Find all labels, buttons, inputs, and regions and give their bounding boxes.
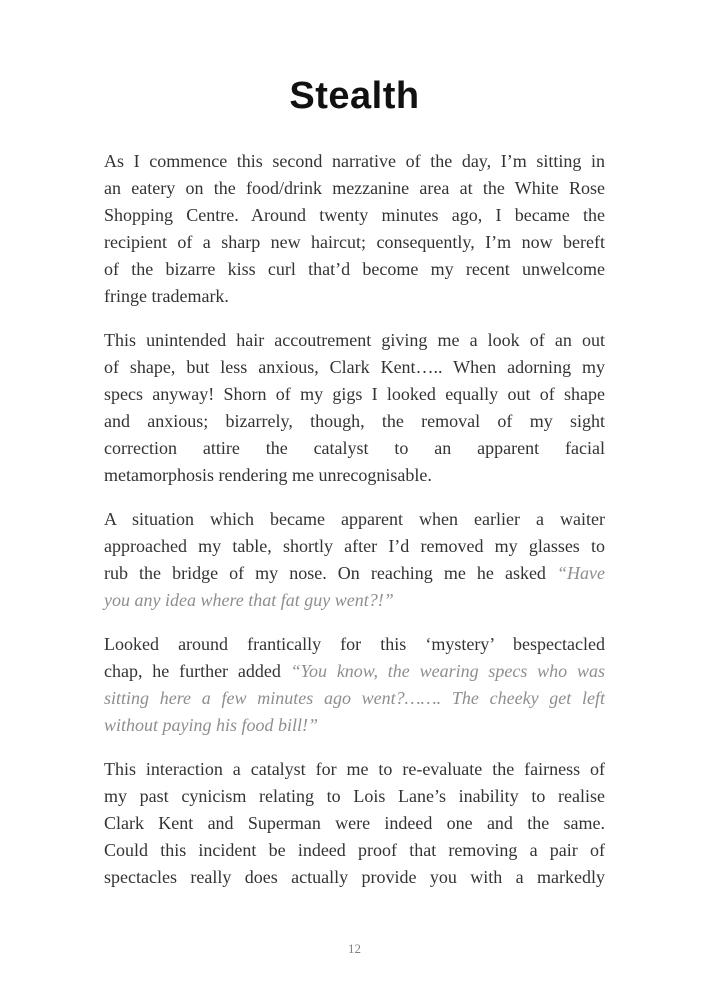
body-text: specs anyway! Shorn of my gigs I looked equally out of shape — [104, 384, 605, 404]
text-line — [104, 631, 605, 658]
text-line — [104, 202, 605, 229]
quoted-speech: sitting here a few minutes ago went?……. The cheeky get left — [104, 688, 605, 708]
body-text: of the bizarre kiss curl that’d become my recent unwelcome — [104, 259, 605, 279]
text-line — [104, 327, 605, 354]
text-line — [104, 685, 605, 712]
body-text: chap, he further added — [104, 661, 291, 681]
text-line — [104, 256, 605, 283]
text-line — [104, 175, 605, 202]
text-line — [104, 864, 605, 891]
body-text: rub the bridge of my nose. On reaching me he asked — [104, 563, 557, 583]
page-title: Stealth — [289, 75, 420, 117]
text-line — [104, 658, 605, 685]
text-line — [104, 783, 605, 810]
text-line — [104, 560, 605, 587]
body-text: correction attire the catalyst to an apparent facial — [104, 438, 605, 458]
text-line — [104, 462, 605, 489]
text-line — [104, 587, 605, 614]
text-line — [104, 756, 605, 783]
page-body — [104, 148, 605, 891]
body-text: an eatery on the food/drink mezzanine area at the White Rose — [104, 178, 605, 198]
paragraph — [104, 756, 605, 891]
page-footer — [0, 940, 709, 958]
quoted-speech: you any idea where that fat guy went?!” — [104, 590, 394, 610]
body-text: A situation which became apparent when earlier a waiter — [104, 509, 605, 529]
body-text: This unintended hair accoutrement giving me a look of an out — [104, 330, 605, 350]
body-text: and anxious; bizarrely, though, the removal of my sight — [104, 411, 605, 431]
quoted-speech: without paying his food bill!” — [104, 715, 319, 735]
body-text: As I commence this second narrative of the day, I’m sitting in — [104, 151, 605, 171]
quoted-speech: “Have — [557, 563, 605, 583]
text-line — [104, 283, 605, 310]
text-line — [104, 506, 605, 533]
body-text: recipient of a sharp new haircut; consequently, I’m now bereft — [104, 232, 605, 252]
body-text: Could this incident be indeed proof that removing a pair of — [104, 840, 605, 860]
body-text: fringe trademark. — [104, 286, 229, 306]
paragraph — [104, 631, 605, 739]
text-line — [104, 229, 605, 256]
text-line — [104, 533, 605, 560]
body-text: Shopping Centre. Around twenty minutes ago, I became the — [104, 205, 605, 225]
text-line — [104, 354, 605, 381]
body-text: spectacles really does actually provide you with a markedly — [104, 867, 605, 887]
body-text: metamorphosis rendering me unrecognisable. — [104, 465, 432, 485]
text-line — [104, 381, 605, 408]
paragraph — [104, 148, 605, 310]
body-text: approached my table, shortly after I’d removed my glasses to — [104, 536, 605, 556]
text-line — [104, 408, 605, 435]
page-number: 12 — [348, 941, 361, 956]
body-text: This interaction a catalyst for me to re-evaluate the fairness of — [104, 759, 605, 779]
text-line — [104, 148, 605, 175]
quoted-speech: “You know, the wearing specs who was — [290, 661, 605, 681]
body-text: Clark Kent and Superman were indeed one and the same. — [104, 813, 605, 833]
body-text: Looked around frantically for this ‘mystery’ bespectacled — [104, 634, 605, 654]
body-text: my past cynicism relating to Lois Lane’s inability to realise — [104, 786, 605, 806]
text-line — [104, 837, 605, 864]
body-text: of shape, but less anxious, Clark Kent….. When adorning my — [104, 357, 605, 377]
text-line — [104, 712, 605, 739]
paragraph — [104, 327, 605, 489]
text-line — [104, 810, 605, 837]
text-line — [104, 435, 605, 462]
paragraph — [104, 506, 605, 614]
